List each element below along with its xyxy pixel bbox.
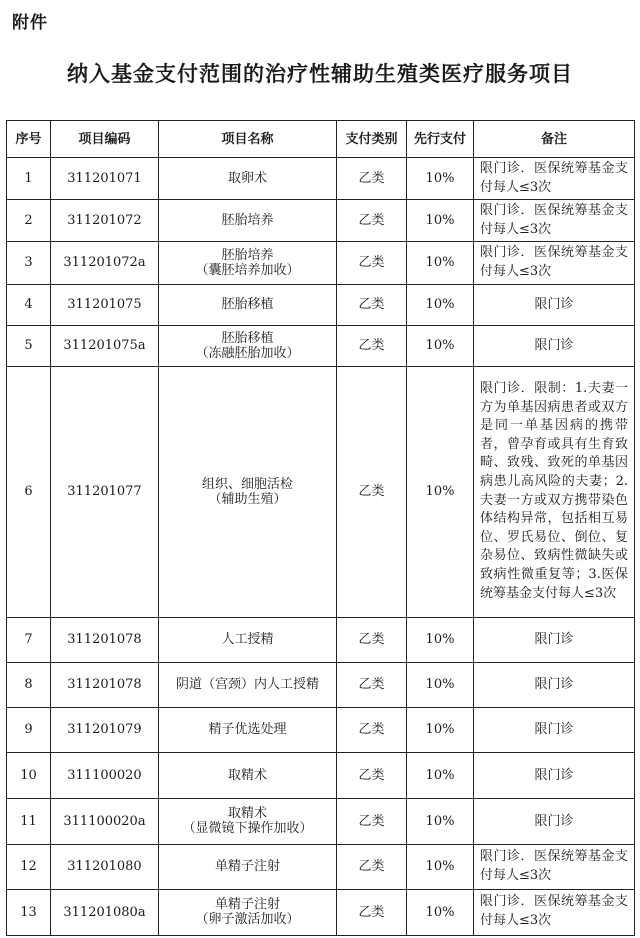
table-row [7,325,635,366]
cell-code: 311201075 [51,284,159,325]
header-name: 项目名称 [159,121,337,158]
header-prepay: 先行支付 [407,121,474,158]
cell-no: 7 [7,617,51,662]
item-name: 人工授精 [221,632,274,648]
table-row [7,798,635,844]
header-no: 序号 [7,121,51,158]
table-row [7,889,635,935]
table-row [7,366,635,617]
cell-category: 乙类 [337,366,407,617]
cell-no: 3 [7,242,51,284]
item-name: 胚胎移植 [221,297,274,313]
table-row [7,200,635,242]
attachment-label: 附件 [12,13,48,33]
cell-note: 限门诊 [474,752,635,798]
cell-no: 6 [7,366,51,617]
cell-prepay: 10% [407,158,474,200]
cell-note: 限门诊．医保统筹基金支付每人≤3次 [474,844,635,889]
cell-note: 限门诊 [474,707,635,752]
cell-prepay: 10% [407,617,474,662]
table-row [7,707,635,752]
cell-no: 4 [7,284,51,325]
cell-no: 5 [7,325,51,366]
item-name-sub: （辅助生殖） [208,491,287,507]
cell-category: 乙类 [337,844,407,889]
cell-prepay: 10% [407,662,474,707]
cell-category: 乙类 [337,200,407,242]
services-table [6,120,635,936]
item-name: 精子优选处理 [208,722,287,738]
table-row [7,242,635,284]
cell-name [159,617,337,662]
table-row [7,158,635,200]
header-note: 备注 [474,121,635,158]
table-body [7,158,635,936]
item-name-sub: （囊胚培养加收） [195,262,300,278]
cell-category: 乙类 [337,889,407,935]
cell-prepay: 10% [407,707,474,752]
cell-note: 限门诊．医保统筹基金支付每人≤3次 [474,200,635,242]
cell-note: 限门诊．限制：1.夫妻一方为单基因病患者或双方是同一单基因病的携带者，曾孕育或具有生育致畸、致残、致死的单基因病患儿高风险的夫妻；2.夫妻一方或双方携带染色体结构异常，包括相互易位、罗氏易位、倒位、复杂易位、致病性微缺失或致病性微重复等；3.医保统筹基金支付每人≤3次 [474,366,635,617]
item-name: 胚胎移植 [221,330,274,346]
cell-name [159,158,337,200]
item-name: 阴道（宫颈）内人工授精 [175,677,319,693]
cell-note: 限门诊 [474,662,635,707]
cell-prepay: 10% [407,798,474,844]
cell-name [159,662,337,707]
cell-prepay: 10% [407,242,474,284]
item-name: 取精术 [227,767,267,783]
cell-note: 限门诊．医保统筹基金支付每人≤3次 [474,158,635,200]
item-name: 取卵术 [227,171,267,187]
cell-category: 乙类 [337,325,407,366]
table-row [7,284,635,325]
table-row [7,752,635,798]
cell-no: 11 [7,798,51,844]
cell-name [159,889,337,935]
cell-no: 8 [7,662,51,707]
cell-name [159,366,337,617]
cell-category: 乙类 [337,158,407,200]
header-category: 支付类别 [337,121,407,158]
cell-no: 12 [7,844,51,889]
cell-name [159,200,337,242]
item-name: 单精子注射 [214,897,280,913]
cell-note: 限门诊．医保统筹基金支付每人≤3次 [474,242,635,284]
cell-category: 乙类 [337,284,407,325]
cell-category: 乙类 [337,707,407,752]
cell-code: 311201072 [51,200,159,242]
item-name: 单精子注射 [214,859,280,875]
cell-code: 311201080a [51,889,159,935]
cell-prepay: 10% [407,366,474,617]
cell-name [159,325,337,366]
cell-note: 限门诊．医保统筹基金支付每人≤3次 [474,889,635,935]
cell-name [159,798,337,844]
cell-note: 限门诊 [474,617,635,662]
table-row [7,844,635,889]
cell-name [159,844,337,889]
cell-no: 13 [7,889,51,935]
item-name: 取精术 [227,806,267,822]
cell-no: 9 [7,707,51,752]
cell-name [159,707,337,752]
cell-prepay: 10% [407,325,474,366]
cell-note: 限门诊 [474,284,635,325]
cell-code: 311201079 [51,707,159,752]
cell-code: 311201078 [51,662,159,707]
cell-code: 311201078 [51,617,159,662]
cell-category: 乙类 [337,798,407,844]
table-row [7,617,635,662]
cell-no: 2 [7,200,51,242]
cell-code: 311100020a [51,798,159,844]
item-name-sub: （冻融胚胎加收） [195,345,300,361]
cell-category: 乙类 [337,752,407,798]
item-name-sub: （卵子激活加收） [195,912,300,928]
cell-prepay: 10% [407,889,474,935]
cell-prepay: 10% [407,200,474,242]
cell-prepay: 10% [407,284,474,325]
cell-name [159,242,337,284]
cell-code: 311201077 [51,366,159,617]
cell-name [159,284,337,325]
cell-category: 乙类 [337,617,407,662]
header-code: 项目编码 [51,121,159,158]
cell-category: 乙类 [337,242,407,284]
cell-no: 1 [7,158,51,200]
cell-code: 311201071 [51,158,159,200]
cell-note: 限门诊 [474,325,635,366]
cell-note: 限门诊 [474,798,635,844]
item-name: 胚胎培养 [221,247,274,263]
item-name: 胚胎培养 [221,213,274,229]
cell-code: 311100020 [51,752,159,798]
document-title: 纳入基金支付范围的治疗性辅助生殖类医疗服务项目 [67,61,573,86]
cell-code: 311201075a [51,325,159,366]
cell-name [159,752,337,798]
cell-prepay: 10% [407,752,474,798]
cell-no: 10 [7,752,51,798]
cell-category: 乙类 [337,662,407,707]
cell-code: 311201080 [51,844,159,889]
cell-prepay: 10% [407,844,474,889]
item-name-sub: （显微镜下操作加收） [182,821,313,837]
table-header-row [7,121,635,158]
table-row [7,662,635,707]
cell-code: 311201072a [51,242,159,284]
item-name: 组织、细胞活检 [201,476,293,492]
